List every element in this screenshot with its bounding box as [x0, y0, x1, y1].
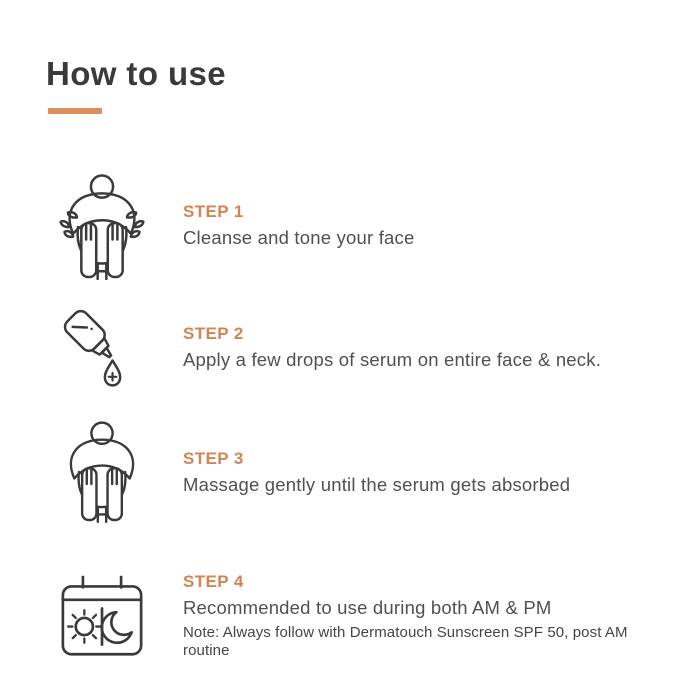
step-note: Note: Always follow with Dermatouch Sunscreen SPF 50, post AM routine — [183, 624, 628, 659]
step-description: Apply a few drops of serum on entire face & neck. — [183, 349, 602, 370]
step-4-texts — [183, 573, 670, 660]
calendar-am-pm-icon — [56, 575, 148, 659]
step-description: Cleanse and tone your face — [183, 227, 415, 248]
step-label: STEP 2 — [183, 324, 244, 343]
step-3-texts — [183, 450, 670, 496]
step-label: STEP 4 — [183, 572, 244, 591]
face-massage-icon — [54, 420, 150, 524]
step-label: STEP 1 — [183, 202, 244, 221]
step-3-icon-wrap — [52, 420, 152, 524]
page-title: How to use — [46, 55, 227, 92]
step-2-texts — [183, 325, 670, 371]
step-1-texts — [183, 203, 670, 249]
sun-icon — [76, 618, 93, 635]
moon-icon — [102, 612, 132, 643]
step-1-icon-wrap — [52, 173, 152, 281]
step-2-icon-wrap — [52, 303, 152, 397]
sun-rays — [68, 610, 100, 642]
title-underline — [48, 108, 102, 114]
step-description: Massage gently until the serum gets absorbed — [183, 474, 571, 495]
step-4-icon-wrap — [52, 575, 152, 659]
step-label: STEP 3 — [183, 449, 244, 468]
face-wash-icon — [52, 173, 152, 281]
serum-dropper-icon — [58, 303, 146, 397]
step-description: Recommended to use during both AM & PM — [183, 597, 552, 618]
